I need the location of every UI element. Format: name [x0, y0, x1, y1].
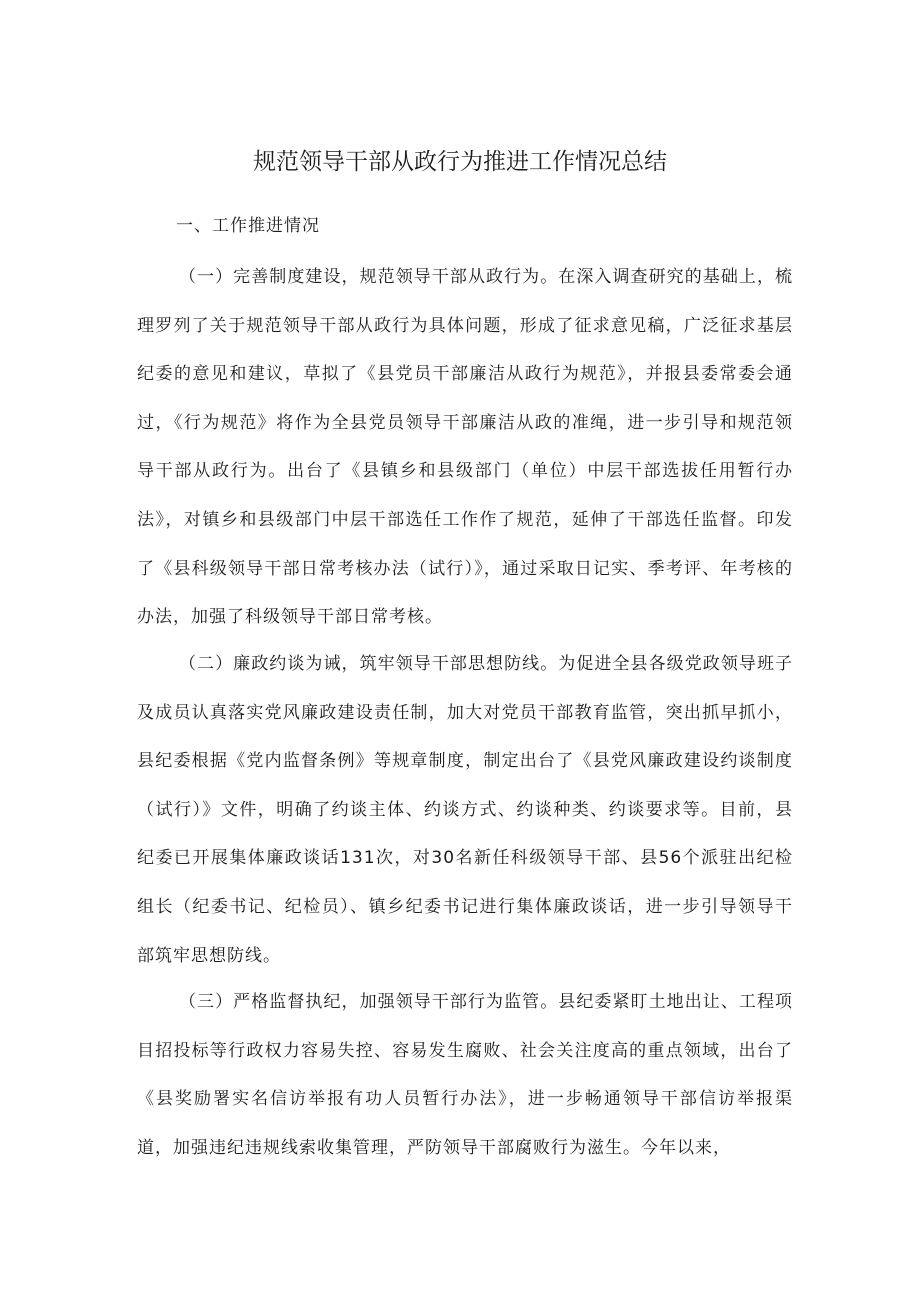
document-title: 规范领导干部从政行为推进工作情况总结: [253, 149, 667, 175]
paragraph-3: （三）严格监督执纪，加强领导干部行为监管。县纪委紧盯土地出让、工程项目招投标等行政权力容易失控、容易发生腐败、社会关注度高的重点领域，出台了《县奖励署实名信访举报有功人员暂行办法》，进一步畅通领导干部信访举报渠道，加强违纪违规线索收集管理，严防领导干部腐败行为滋生。今年以来，: [137, 992, 793, 1158]
paragraph-1: （一）完善制度建设，规范领导干部从政行为。在深入调查研究的基础上，梳理罗列了关于规范领导干部从政行为具体问题，形成了征求意见稿，广泛征求基层纪委的意见和建议，草拟了《县党员干部廉洁从政行为规范》，并报县委常委会通过，《行为规范》将作为全县党员领导干部廉洁从政的准绳，进一步引导和规范领导干部从政行为。出台了《县镇乡和县级部门（单位）中层干部选拔任用暂行办法》，对镇乡和县级部门中层干部选任工作作了规范，延伸了干部选任监督。印发了《县科级领导干部日常考核办法（试行）》，通过采取日记实、季考评、年考核的办法，加强了科级领导干部日常考核。: [137, 267, 793, 628]
section-heading: 一、工作推进情况: [176, 216, 320, 236]
paragraph-2: （二）廉政约谈为诫，筑牢领导干部思想防线。为促进全县各级党政领导班子及成员认真落实党风廉政建设责任制，加大对党员干部教育监管，突出抓早抓小，县纪委根据《党内监督条例》等规章制度，制定出台了《县党风廉政建设约谈制度（试行）》文件，明确了约谈主体、约谈方式、约谈种类、约谈要求等。目前，县纪委已开展集体廉政谈话131次，对30名新任科级领导干部、县56个派驻出纪检组长（纪委书记、纪检员）、镇乡纪委书记进行集体廉政谈话，进一步引导领导干部筑牢思想防线。: [137, 654, 793, 966]
